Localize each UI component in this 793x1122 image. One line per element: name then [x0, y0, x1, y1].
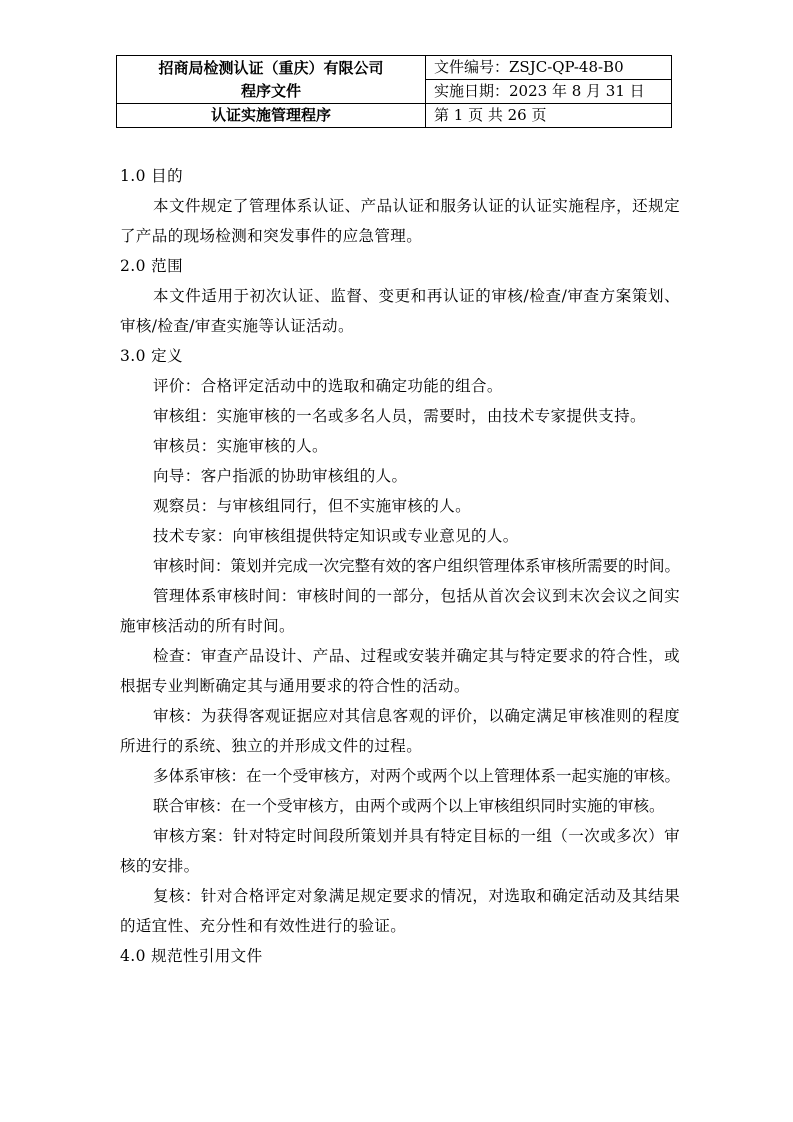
document-header-table — [116, 55, 672, 128]
definition-item: 审核：为获得客观证据应对其信息客观的评价，以确定满足审核准则的程度所进行的系统、独立的并形成文件的过程。 — [120, 707, 680, 755]
document-title: 认证实施管理程序 — [117, 104, 426, 128]
definition-item: 评价：合格评定活动中的选取和确定功能的组合。 — [153, 377, 503, 395]
section-heading-references: 4.0 规范性引用文件 — [120, 947, 263, 965]
doc-number: 文件编号：ZSJC-QP-48-B0 — [426, 56, 672, 80]
definition-item: 向导：客户指派的协助审核组的人。 — [153, 467, 408, 485]
definition-item: 多体系审核：在一个受审核方，对两个或两个以上管理体系一起实施的审核。 — [153, 767, 681, 785]
section-body-purpose: 本文件规定了管理体系认证、产品认证和服务认证的认证实施程序，还规定了产品的现场检测和突发事件的应急管理。 — [120, 197, 680, 245]
section-body-scope: 本文件适用于初次认证、监督、变更和再认证的审核/检查/审查方案策划、审核/检查/审查实施等认证活动。 — [120, 287, 680, 335]
definition-item: 检查：审查产品设计、产品、过程或安装并确定其与特定要求的符合性，或根据专业判断确定其与通用要求的符合性的活动。 — [120, 647, 680, 695]
company-cell — [117, 56, 426, 104]
definition-item: 管理体系审核时间：审核时间的一部分，包括从首次会议到末次会议之间实施审核活动的所有时间。 — [120, 587, 680, 635]
effective-date: 实施日期：2023 年 8 月 31 日 — [426, 80, 672, 104]
definition-item: 观察员：与审核组同行，但不实施审核的人。 — [153, 497, 472, 515]
company-name: 招商局检测认证（重庆）有限公司 — [158, 58, 384, 77]
definition-item: 联合审核：在一个受审核方，由两个或两个以上审核组织同时实施的审核。 — [153, 797, 665, 815]
definition-item: 审核时间：策划并完成一次完整有效的客户组织管理体系审核所需要的时间。 — [153, 557, 681, 575]
document-body — [120, 161, 680, 971]
definition-item: 复核：针对合格评定对象满足规定要求的情况，对选取和确定活动及其结果的适宜性、充分性和有效性进行的验证。 — [120, 887, 680, 935]
page-info: 第 1 页 共 26 页 — [426, 104, 672, 128]
section-heading-purpose: 1.0 目的 — [120, 167, 183, 185]
section-heading-definitions: 3.0 定义 — [120, 347, 183, 365]
section-heading-scope: 2.0 范围 — [120, 257, 183, 275]
definition-item: 技术专家：向审核组提供特定知识或专业意见的人。 — [153, 527, 519, 545]
definition-item: 审核组：实施审核的一名或多名人员，需要时，由技术专家提供支持。 — [153, 407, 646, 425]
definition-item: 审核方案：针对特定时间段所策划并具有特定目标的一组（一次或多次）审核的安排。 — [120, 827, 680, 875]
doc-type: 程序文件 — [240, 81, 301, 100]
definition-item: 审核员：实施审核的人。 — [153, 437, 328, 455]
